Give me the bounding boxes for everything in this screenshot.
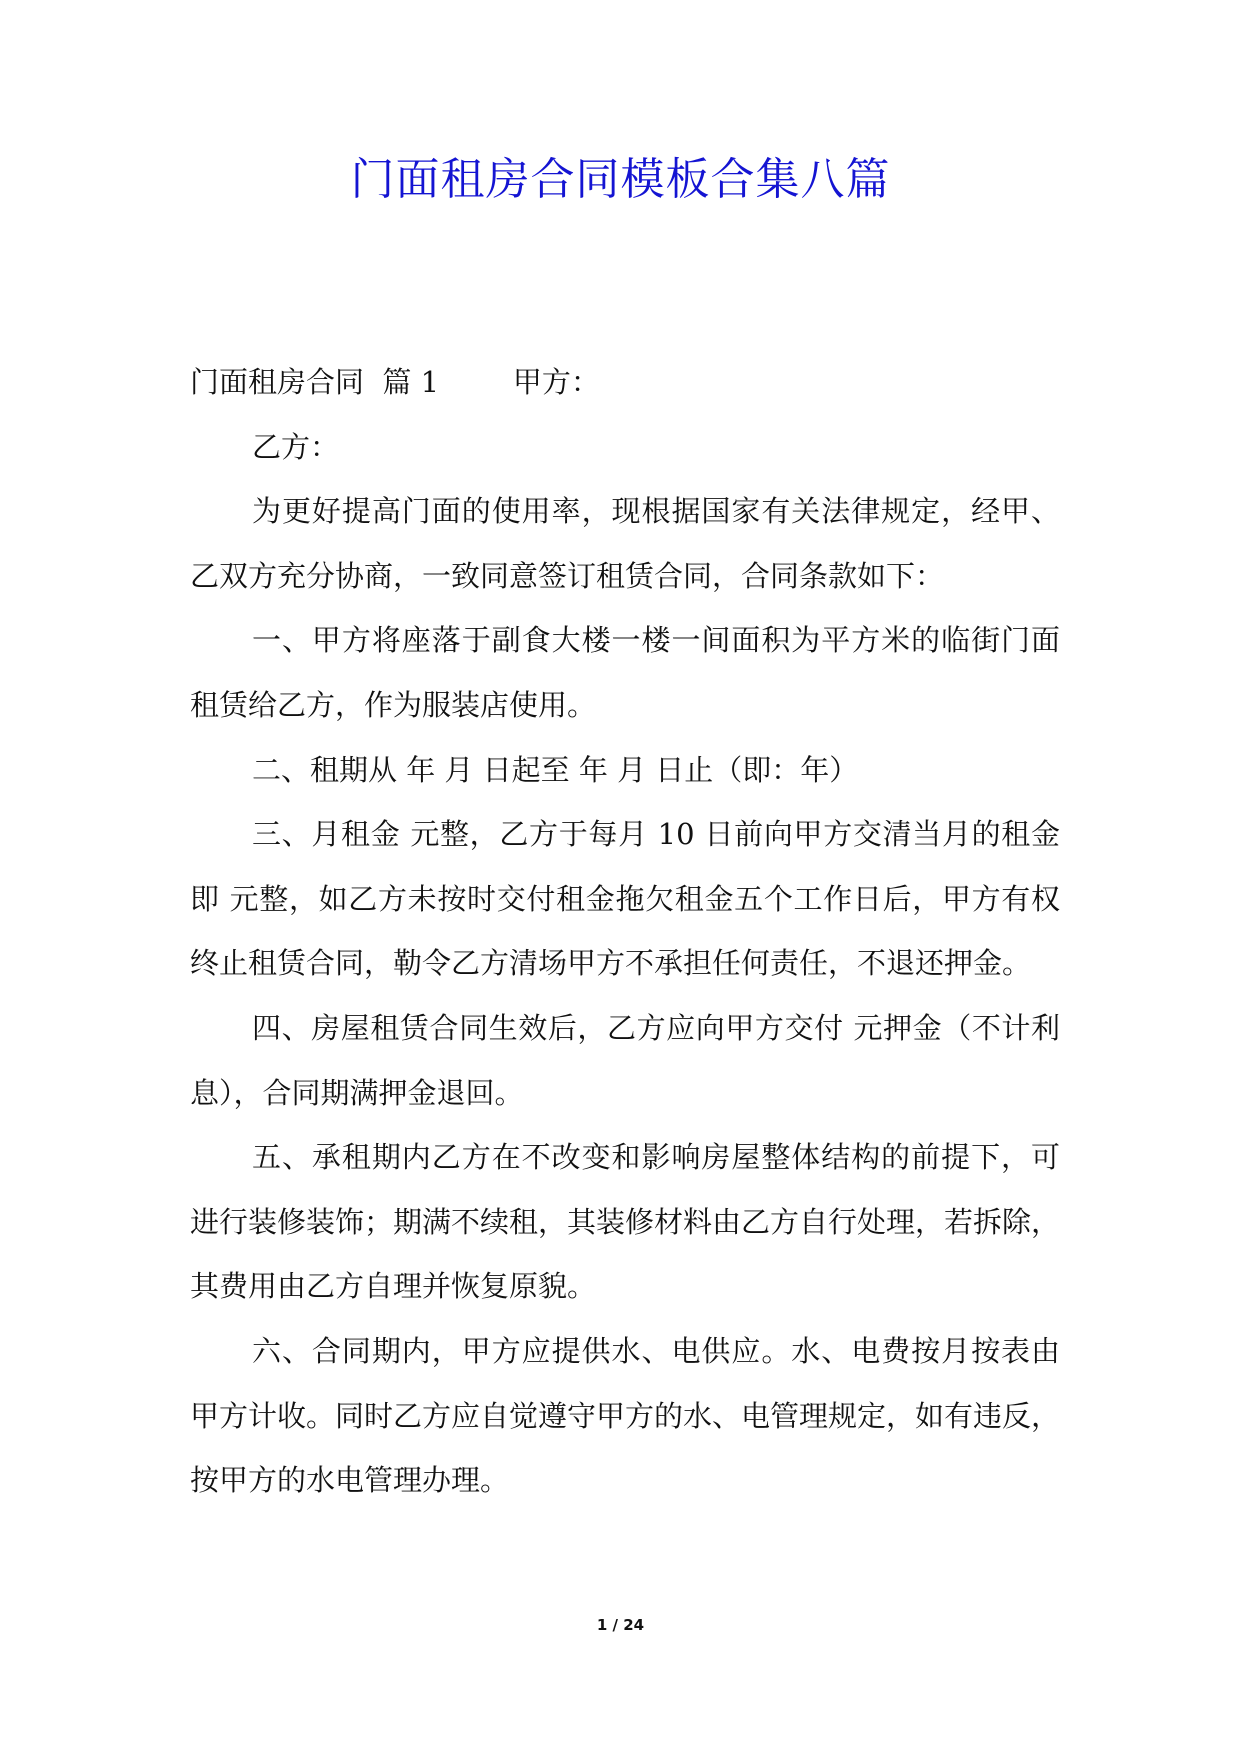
- paragraph-clause-5: 五、承租期内乙方在不改变和影响房屋整体结构的前提下，可进行装修装饰；期满不续租，其装修材料由乙方自行处理，若拆除，其费用由乙方自理并恢复原貌。: [190, 1140, 1061, 1304]
- paragraph-clause-2: 二、租期从 年 月 日起至 年 月 日止（即：年）: [252, 752, 859, 787]
- paragraph-party-b: 乙方：: [252, 429, 340, 464]
- document-title: 门面租房合同模板合集八篇: [350, 154, 891, 205]
- paragraph-clause-4: 四、房屋租赁合同生效后，乙方应向甲方交付 元押金（不计利息），合同期满押金退回。: [190, 1010, 1060, 1110]
- paragraph-clause-6: 六、合同期内，甲方应提供水、电供应。水、电费按月按表由甲方计收。同时乙方应自觉遵守甲方的水、电管理规定，如有违反，按甲方的水电管理办理。: [190, 1333, 1061, 1498]
- document-body: [190, 350, 1060, 1513]
- paragraph-heading-party-a: 门面租房合同 篇 1 甲方：: [190, 365, 600, 399]
- page-number: 1 / 24: [596, 1616, 645, 1634]
- paragraph-preamble: 为更好提高门面的使用率，现根据国家有关法律规定，经甲、乙双方充分协商，一致同意签订租赁合同，合同条款如下：: [190, 494, 1060, 593]
- paragraph-clause-3: 三、月租金 元整，乙方于每月 10 日前向甲方交清当月的租金即 元整，如乙方未按时交付租金拖欠租金五个工作日后，甲方有权终止租赁合同，勒令乙方清场甲方不承担任何责任，不退还押金。: [190, 817, 1060, 981]
- paragraph-clause-1: 一、甲方将座落于副食大楼一楼一间面积为平方米的临街门面租赁给乙方，作为服装店使用。: [190, 623, 1060, 722]
